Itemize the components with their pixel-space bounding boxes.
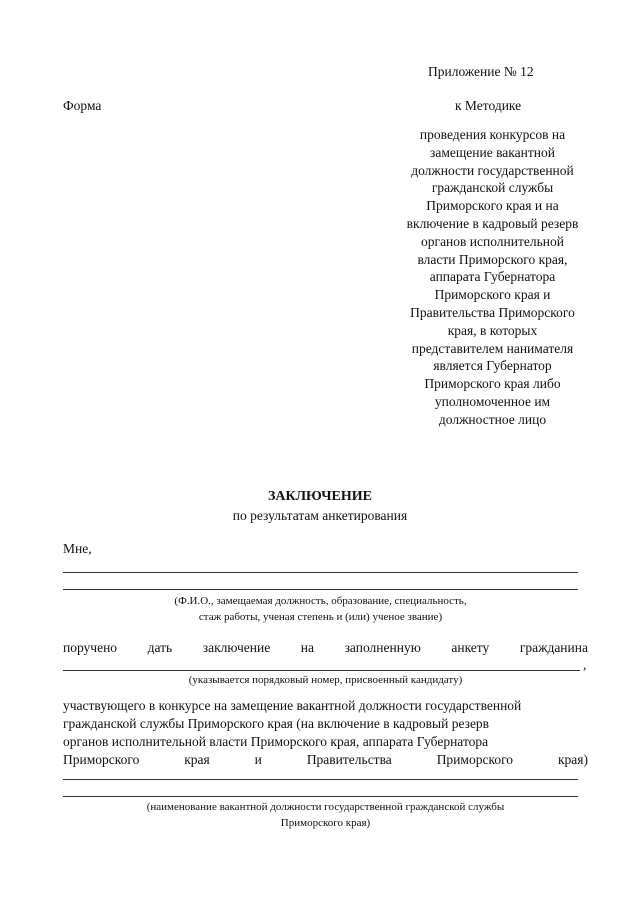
- method-line: органов исполнительной: [421, 233, 564, 249]
- caption-position: [63, 799, 588, 831]
- assigned-word: гражданина: [519, 640, 588, 655]
- paragraph-line: гражданской службы Приморского края (на включение в кадровый резерв: [63, 716, 490, 731]
- method-line: является Губернатор: [433, 358, 552, 374]
- method-line: аппарата Губернатора: [429, 269, 556, 285]
- mne-label: Мне,: [63, 541, 92, 556]
- method-line: Приморского края и на: [426, 198, 559, 214]
- paragraph-word: края: [184, 752, 210, 767]
- method-line: Приморского края либо: [424, 376, 561, 392]
- participation-paragraph: [63, 697, 588, 769]
- paragraph-word: края): [557, 752, 588, 767]
- method-reference: к Методике: [455, 98, 522, 113]
- method-line: проведения конкурсов на: [419, 127, 566, 142]
- document-subtitle: по результатам анкетирования: [232, 508, 408, 523]
- paragraph-word: Приморского: [436, 752, 514, 767]
- paragraph-word: Правительства: [306, 752, 392, 767]
- comma: ,: [583, 657, 587, 672]
- assigned-word: заключение: [202, 640, 271, 655]
- method-line: должности государственной: [411, 162, 574, 178]
- fill-line-candidate-number[interactable]: [63, 670, 580, 671]
- assigned-word: поручено: [63, 640, 118, 655]
- method-line: гражданской службы: [431, 180, 554, 196]
- method-line: Приморского края и: [434, 287, 551, 303]
- paragraph-line: [63, 751, 588, 769]
- assigned-word: заполненную: [344, 640, 421, 655]
- fill-line-position-1[interactable]: [63, 779, 578, 780]
- method-line: должностное лицо: [438, 411, 547, 427]
- method-line: уполномоченное им: [434, 393, 551, 409]
- caption-fio-line: стаж работы, ученая степень и (или) ученое звание): [198, 611, 443, 623]
- paragraph-line: органов исполнительной власти Приморского края, аппарата Губернатора: [63, 734, 489, 749]
- caption-fio: [63, 593, 578, 625]
- method-line: включение в кадровый резерв: [406, 215, 579, 231]
- method-line: Правительства Приморского: [410, 304, 575, 320]
- method-line: замещение вакантной: [430, 144, 555, 160]
- assigned-word: анкету: [451, 640, 490, 655]
- assigned-word: на: [300, 640, 315, 655]
- method-description: [380, 126, 605, 429]
- paragraph-line: участвующего в конкурсе на замещение вакантной должности государственной: [63, 698, 522, 713]
- form-label: Форма: [63, 98, 102, 113]
- method-line: власти Приморского края,: [417, 251, 568, 267]
- document-title: ЗАКЛЮЧЕНИЕ: [267, 489, 373, 504]
- assigned-row: [63, 639, 588, 656]
- caption-position-line: (наименование вакантной должности государственной гражданской службы: [146, 801, 505, 813]
- paragraph-word: Приморского: [63, 752, 140, 767]
- method-line: края, в которых: [447, 322, 538, 338]
- fill-line-position-2[interactable]: [63, 796, 578, 797]
- caption-number: (указывается порядковый номер, присвоенный кандидату): [188, 674, 463, 686]
- fill-line-fio-2[interactable]: [63, 589, 578, 590]
- appendix-number: Приложение № 12: [428, 64, 534, 79]
- method-line: представителем нанимателя: [411, 340, 574, 356]
- caption-fio-line: (Ф.И.О., замещаемая должность, образование, специальность,: [174, 595, 467, 607]
- assigned-word: дать: [147, 640, 173, 655]
- caption-position-line: Приморского края): [280, 817, 371, 829]
- fill-line-fio-1[interactable]: [63, 572, 578, 573]
- paragraph-word: и: [254, 752, 262, 767]
